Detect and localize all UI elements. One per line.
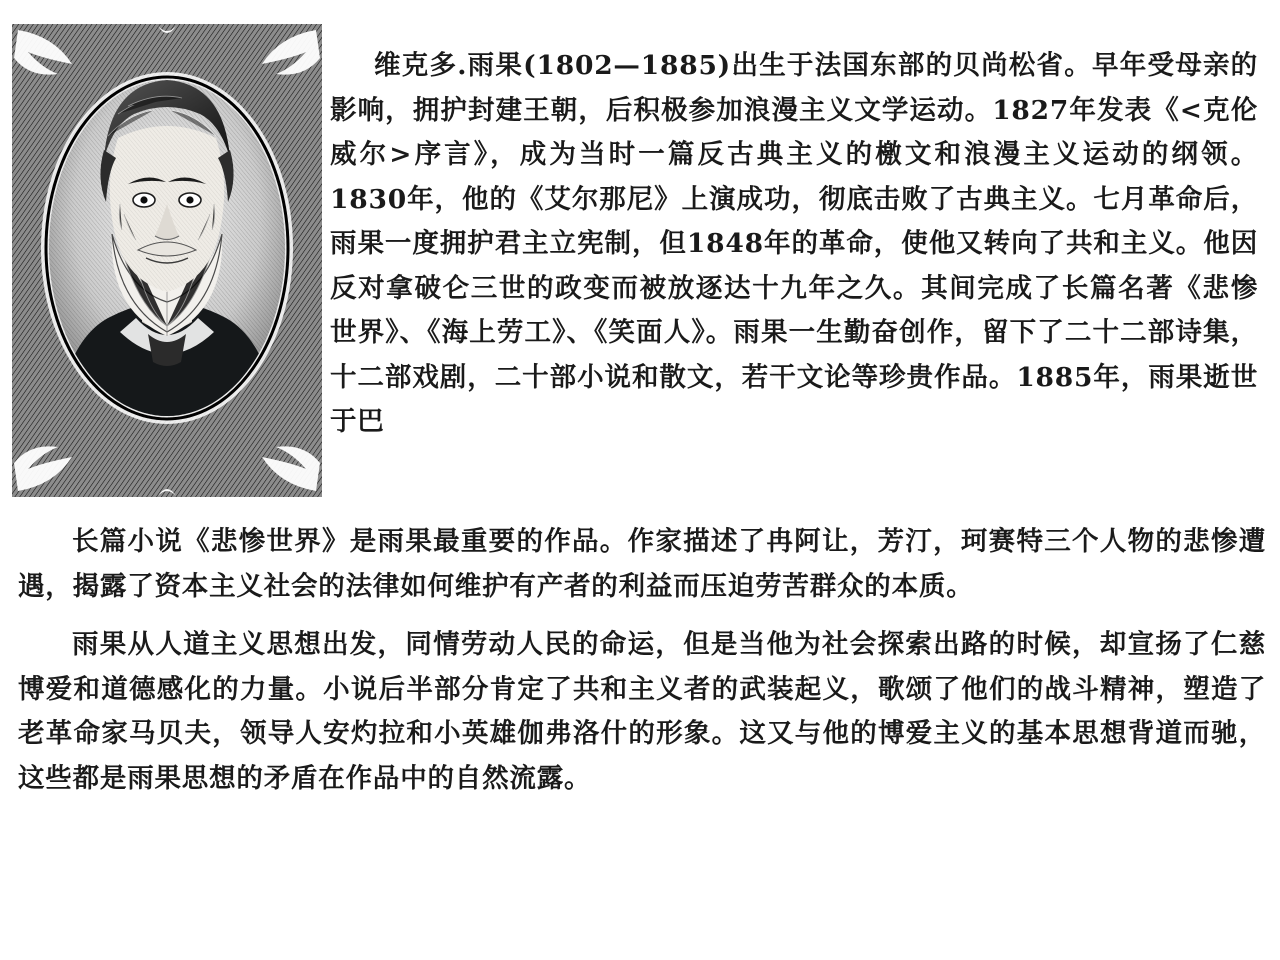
- body-section: [18, 520, 1266, 801]
- victor-hugo-portrait-icon: [8, 18, 326, 503]
- paragraph-hugo-biography: 维克多.雨果(1802—1885)出生于法国东部的贝尚松省。早年受母亲的影响，拥护封建王朝，后积极参加浪漫主义文学运动。1827年发表《<克伦威尔>序言》，成为当时一篇反古典主义的檄文和浪漫主义运动的纲领。1830年，他的《艾尔那尼》上演成功，彻底击败了古典主义。七月革命后，雨果一度拥护君主立宪制，但1848年的革命，使他又转向了共和主义。他因反对拿破仑三世的政变而被放逐达十九年之久。其间完成了长篇名著《悲惨世界》、《海上劳工》、《笑面人》。雨果一生勤奋创作，留下了二十二部诗集，十二部戏剧，二十部小说和散文，若干文论等珍贵作品。1885年，雨果逝世于巴: [330, 50, 1258, 437]
- paragraph-humanism-analysis: 雨果从人道主义思想出发，同情劳动人民的命运，但是当他为社会探索出路的时候，却宣扬了仁慈博爱和道德感化的力量。小说后半部分肯定了共和主义者的武装起义，歌颂了他们的战斗精神，塑造了老革命家马贝夫，领导人安灼拉和小英雄伽弗洛什的形象。这又与他的博爱主义的基本思想背道而驰，这些都是雨果思想的矛盾在作品中的自然流露。: [18, 629, 1266, 794]
- paragraph-les-miserables: 长篇小说《悲惨世界》是雨果最重要的作品。作家描述了冉阿让，芳汀，珂赛特三个人物的悲惨遭遇，揭露了资本主义社会的法律如何维护有产者的利益而压迫劳苦群众的本质。: [18, 526, 1266, 602]
- portrait-illustration: [8, 18, 326, 503]
